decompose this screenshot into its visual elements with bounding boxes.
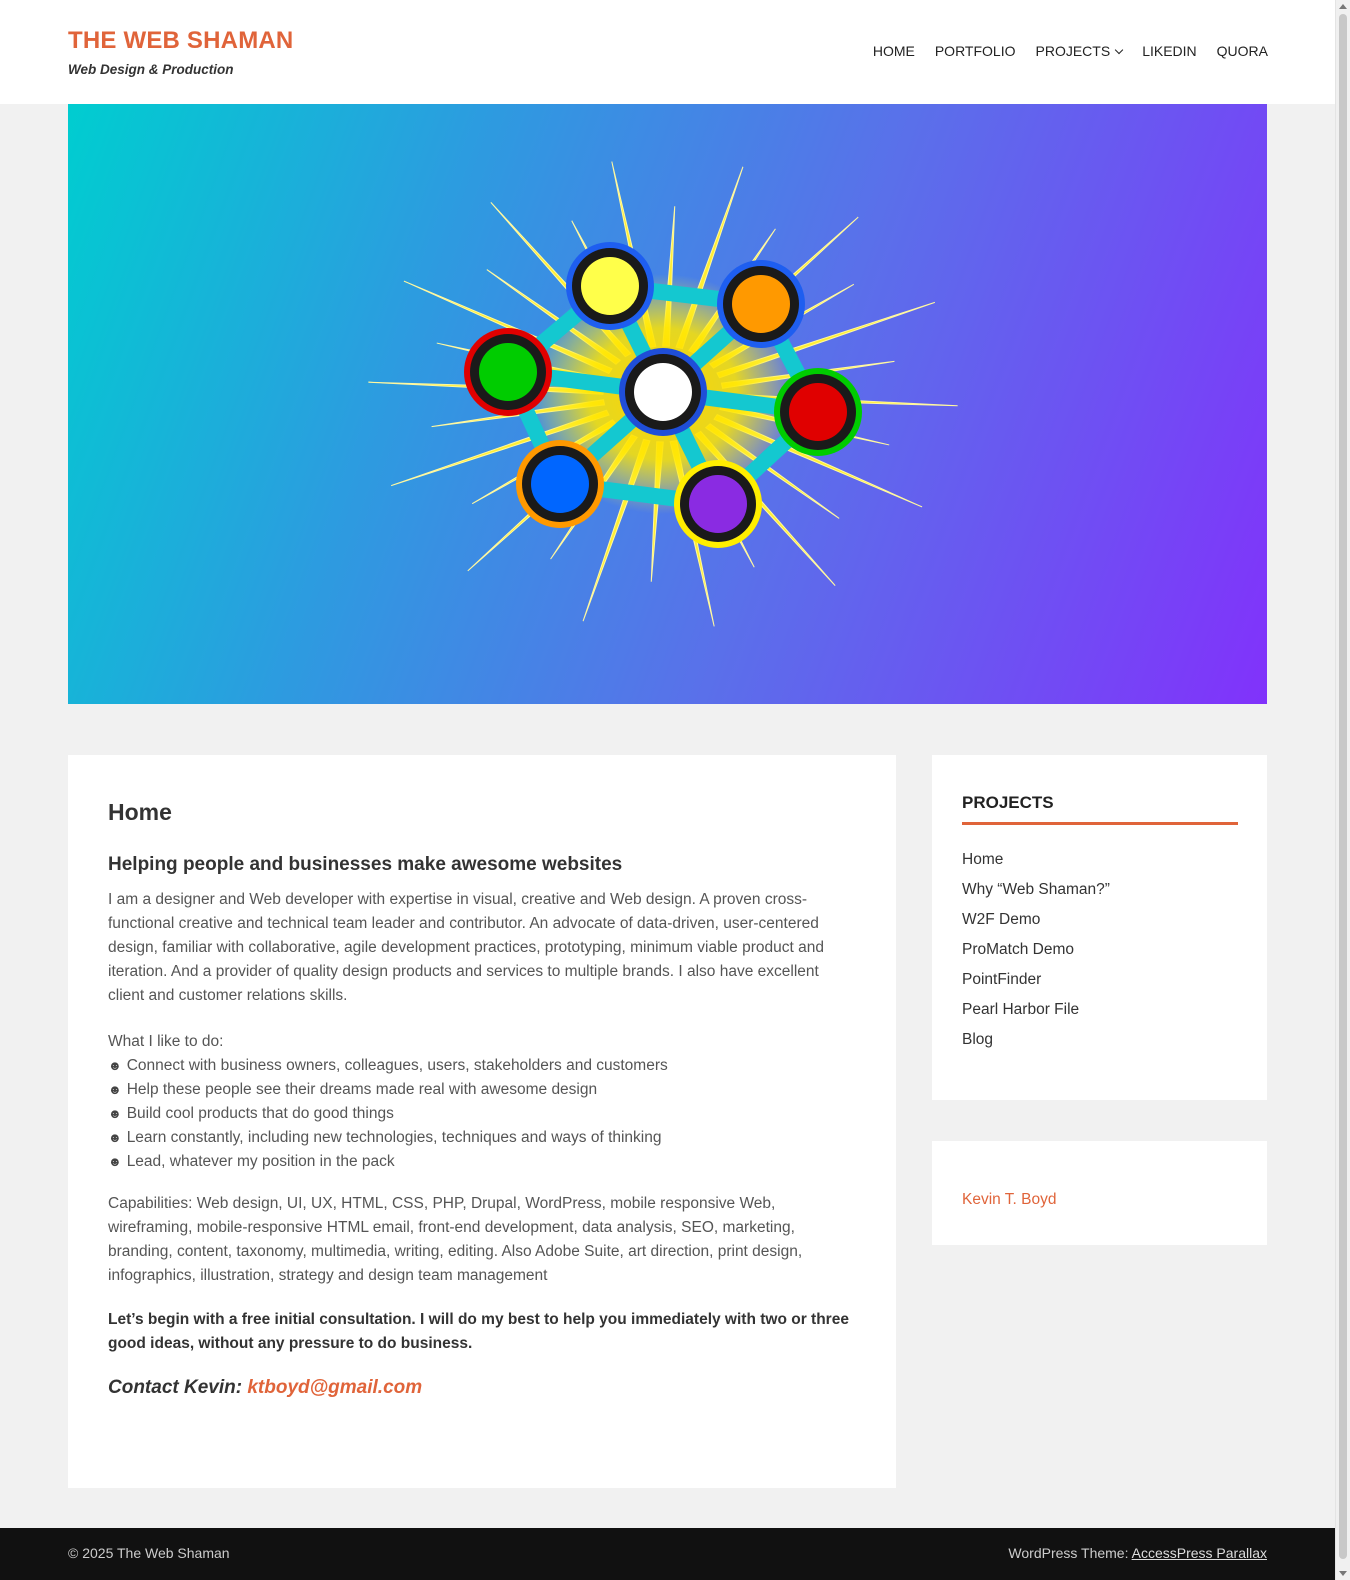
capabilities-paragraph: Capabilities: Web design, UI, UX, HTML, CSS, PHP, Drupal, WordPress, mobile responsive Web, wireframing, mobile-responsive HTML email, front-end development, data analysis, SEO, marketing, branding, content, taxonomy, multimedia, writing, editing. Also Adobe Suite, art direction, print design, infographics, illustration, strategy and design team management <box>108 1195 803 1284</box>
node-red <box>789 383 847 441</box>
smiley-bullet-icon: ☻ <box>108 1058 122 1073</box>
sidebar-projects-widget <box>932 755 1267 1100</box>
node-blue <box>531 455 589 513</box>
likes-heading: What I like to do: <box>108 1033 224 1050</box>
nav-item-label: QUORA <box>1216 43 1268 59</box>
contact-label: Contact Kevin: <box>108 1377 243 1398</box>
contact-line <box>108 1377 422 1399</box>
nav-item-projects[interactable] <box>1036 43 1123 59</box>
list-item <box>108 1150 854 1174</box>
sidebar-item-pointfinder[interactable]: PointFinder <box>962 971 1042 988</box>
list-item-text: Help these people see their dreams made real with awesome design <box>126 1081 598 1098</box>
scroll-thumb[interactable] <box>1339 14 1347 1559</box>
scroll-down-arrow-icon[interactable] <box>1339 1571 1347 1576</box>
list-item-text: Connect with business owners, colleagues, users, stakeholders and customers <box>126 1057 668 1074</box>
list-item <box>108 1126 854 1150</box>
intro-paragraph: I am a designer and Web developer with expertise in visual, creative and Web design. A proven cross-functional creative and technical team leader and contributor. An advocate of data-driven, user-centered design, familiar with collaborative, agile development practices, prototyping, minimum viable product and iteration. And a provider of quality design products and services to multiple brands. I also have excellent client and customer relations skills. <box>108 891 824 1004</box>
site-tagline: Web Design & Production <box>68 62 234 77</box>
list-item <box>108 1054 854 1078</box>
site-title[interactable]: THE WEB SHAMAN <box>68 27 294 54</box>
smiley-bullet-icon: ☻ <box>108 1082 122 1097</box>
site-header <box>0 0 1335 104</box>
nav-item-quora[interactable] <box>1217 43 1268 59</box>
theme-credit-prefix: WordPress Theme: <box>1008 1545 1132 1561</box>
node-purple <box>689 475 747 533</box>
node-center <box>634 363 692 421</box>
subheading: Helping people and businesses make awesome websites <box>108 854 623 875</box>
sidebar-item-home[interactable]: Home <box>962 851 1004 868</box>
nav-item-label: HOME <box>872 43 915 59</box>
nav-item-label: PORTFOLIO <box>934 43 1016 59</box>
list-item-text: Lead, whatever my position in the pack <box>126 1153 395 1170</box>
copyright-text: © 2025 The Web Shaman <box>68 1545 230 1561</box>
sidebar-item-why-web-shaman[interactable]: Why “Web Shaman?” <box>962 881 1110 898</box>
node-yellow <box>581 257 639 315</box>
smiley-bullet-icon: ☻ <box>108 1154 122 1169</box>
nav-item-portfolio[interactable] <box>935 43 1016 59</box>
sidebar-item-pearl-harbor-file[interactable]: Pearl Harbor File <box>962 1001 1080 1018</box>
consultation-paragraph: Let’s begin with a free initial consultation. I will do my best to help you immediately with two or three good ideas, without any pressure to do business. <box>108 1311 849 1352</box>
smiley-bullet-icon: ☻ <box>108 1130 122 1145</box>
list-item <box>108 1102 854 1126</box>
main-content <box>68 755 896 1488</box>
widget-title-underline <box>962 822 1238 825</box>
nav-item-home[interactable] <box>873 43 915 59</box>
widget-title: PROJECTS <box>962 793 1054 812</box>
network-burst-illustration <box>68 104 1267 704</box>
projects-list <box>962 845 1110 1055</box>
theme-credit <box>1008 1545 1267 1561</box>
chevron-down-icon <box>1115 45 1123 53</box>
list-item-text: Build cool products that do good things <box>126 1105 394 1122</box>
list-item-text: Learn constantly, including new technologies, techniques and ways of thinking <box>126 1129 662 1146</box>
sidebar-item-blog[interactable]: Blog <box>962 1031 994 1048</box>
node-orange <box>732 275 790 333</box>
sidebar-item-w2f-demo[interactable]: W2F Demo <box>962 911 1041 928</box>
node-green <box>479 343 537 401</box>
page-title: Home <box>108 799 172 825</box>
nav-item-likedin[interactable] <box>1142 43 1196 59</box>
nav-item-label: LIKEDIN <box>1142 43 1197 59</box>
nav-item-label: PROJECTS <box>1035 43 1111 59</box>
sidebar-author-widget <box>932 1141 1267 1245</box>
contact-email-link[interactable]: ktboyd@gmail.com <box>247 1377 423 1398</box>
likes-list <box>108 1030 854 1174</box>
sidebar-item-promatch-demo[interactable]: ProMatch Demo <box>962 941 1074 958</box>
hero-banner <box>68 104 1267 704</box>
author-link[interactable]: Kevin T. Boyd <box>962 1191 1057 1208</box>
theme-link[interactable]: AccessPress Parallax <box>1131 1545 1267 1561</box>
vertical-scrollbar[interactable] <box>1335 0 1350 1580</box>
main-nav <box>873 43 1268 59</box>
list-item <box>108 1078 854 1102</box>
smiley-bullet-icon: ☻ <box>108 1106 122 1121</box>
site-footer <box>0 1528 1335 1580</box>
scroll-up-arrow-icon[interactable] <box>1339 4 1347 9</box>
